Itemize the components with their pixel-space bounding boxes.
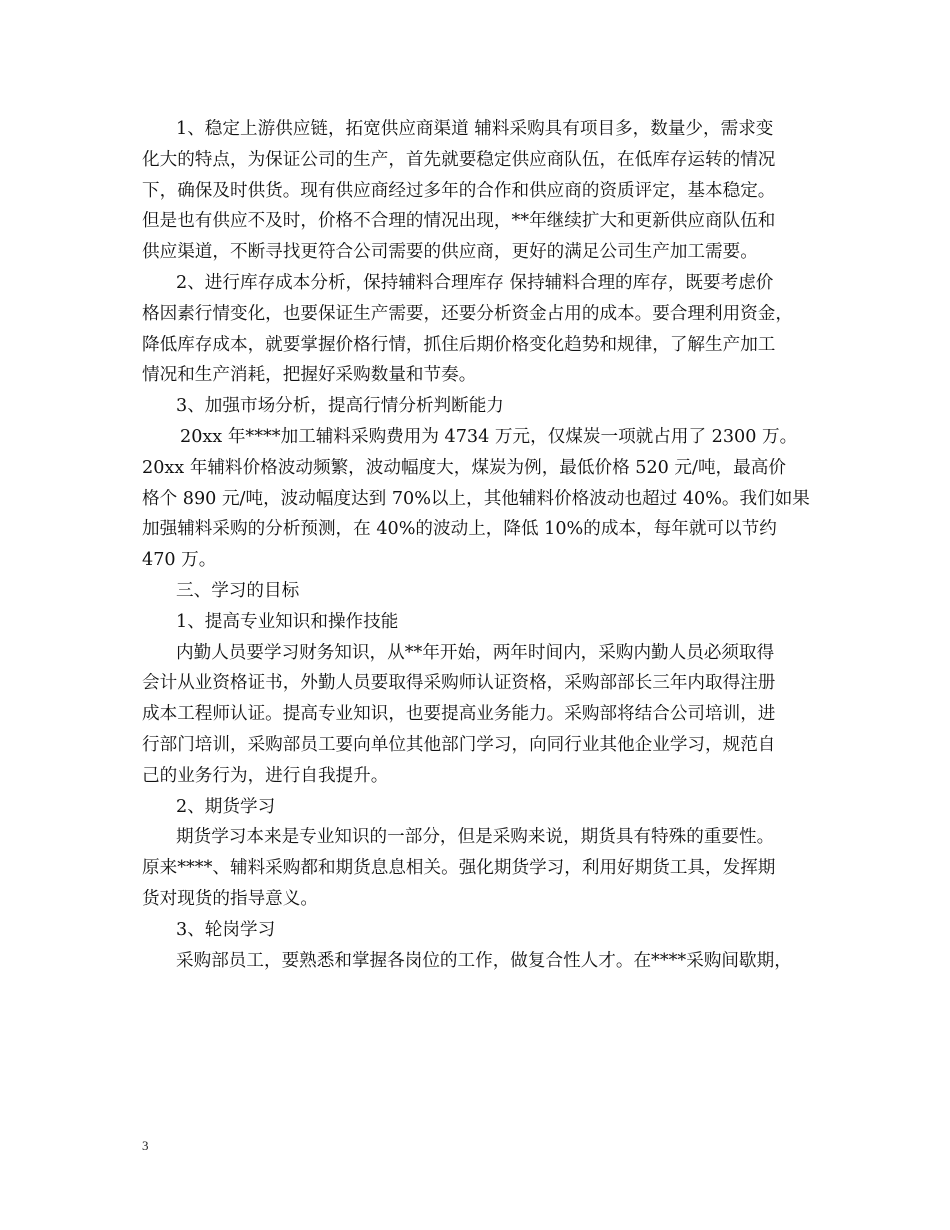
document-body	[142, 114, 826, 976]
paragraph-line: 下，确保及时供货。现有供应商经过多年的合作和供应商的资质评定，基本稳定。	[142, 180, 776, 201]
paragraph-line: 470 万。	[142, 550, 217, 571]
page-number: 3	[142, 1138, 149, 1153]
paragraph-line: 加强辅料采购的分析预测，在 40%的波动上，降低 10%的成本，每年就可以节约	[142, 519, 777, 540]
paragraph-line: 1、稳定上游供应链，拓宽供应商渠道 辅料采购具有项目多，数量少，需求变	[176, 119, 774, 139]
section-heading: 3、加强市场分析，提高行情分析判断能力	[176, 396, 504, 417]
section-heading: 三、学习的目标	[176, 580, 300, 601]
paragraph-line: 行部门培训，采购部员工要向单位其他部门学习，向同行业其他企业学习，规范自	[142, 734, 776, 755]
paragraph-line: 内勤人员要学习财务知识，从**年开始，两年时间内，采购内勤人员必须取得	[176, 642, 775, 663]
paragraph-line: 会计从业资格证书，外勤人员要取得采购师认证资格，采购部部长三年内取得注册	[142, 673, 776, 694]
paragraph-line: 货对现货的指导意义。	[142, 888, 318, 909]
paragraph-line: 格个 890 元/吨，波动幅度达到 70%以上，其他辅料价格波动也超过 40%。我们如果	[142, 488, 810, 509]
paragraph-line: 化大的特点，为保证公司的生产，首先就要稳定供应商队伍，在低库存运转的情况	[142, 149, 776, 170]
paragraph-line: 2、进行库存成本分析，保持辅料合理库存 保持辅料合理的库存，既要考虑价	[176, 272, 774, 293]
paragraph-line: 采购部员工，要熟悉和掌握各岗位的工作，做复合性人才。在****采购间歇期，	[176, 950, 792, 971]
paragraph-line: 格因素行情变化，也要保证生产需要，还要分析资金占用的成本。要合理利用资金，	[142, 303, 793, 324]
paragraph-line: 期货学习本来是专业知识的一部分，但是采购来说，期货具有特殊的重要性。	[176, 827, 775, 848]
paragraph-line: 己的业务行为，进行自我提升。	[142, 765, 389, 786]
paragraph-line: 20xx 年****加工辅料采购费用为 4734 万元，仅煤炭一项就占用了 2300 万。	[180, 426, 798, 447]
paragraph-line: 成本工程师认证。提高专业知识，也要提高业务能力。采购部将结合公司培训，进	[142, 704, 776, 725]
paragraph-line: 供应渠道，不断寻找更符合公司需要的供应商，更好的满足公司生产加工需要。	[142, 242, 758, 263]
paragraph-line: 但是也有供应不及时，价格不合理的情况出现，**年继续扩大和更新供应商队伍和	[142, 211, 776, 232]
paragraph-line: 降低库存成本，就要掌握价格行情，抓住后期价格变化趋势和规律，了解生产加工	[142, 334, 776, 355]
paragraph-line: 情况和生产消耗，把握好采购数量和节奏。	[142, 365, 477, 386]
section-heading: 1、提高专业知识和操作技能	[176, 611, 399, 632]
section-heading: 3、轮岗学习	[176, 919, 276, 940]
paragraph-line: 20xx 年辅料价格波动频繁，波动幅度大，煤炭为例，最低价格 520 元/吨，最高价	[142, 457, 786, 478]
paragraph-line: 原来****、辅料采购都和期货息息相关。强化期货学习，利用好期货工具，发挥期	[142, 858, 776, 879]
section-heading: 2、期货学习	[176, 796, 276, 817]
